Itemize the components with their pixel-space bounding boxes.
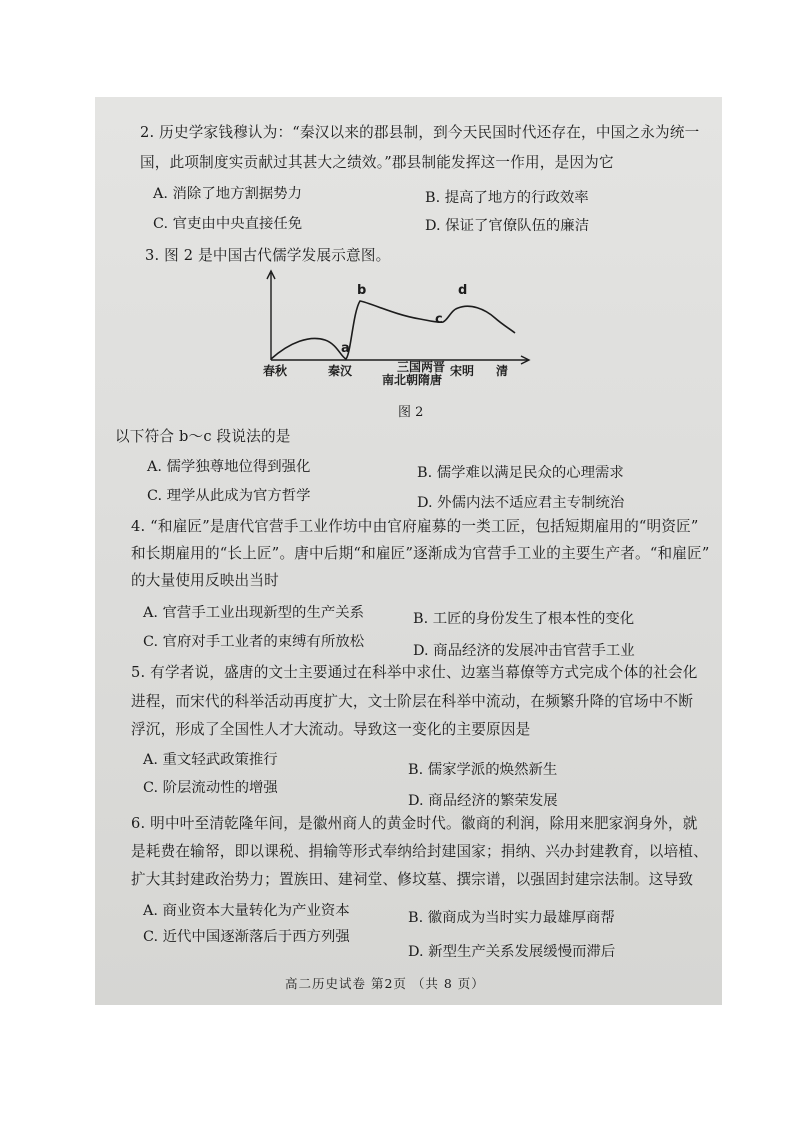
q5-line3: 浮沉，形成了全国性人才大流动。导致这一变化的主要原因是 [131, 721, 531, 738]
q3-option-d: D. 外儒内法不适应君主专制统治 [417, 495, 625, 511]
exam-page [95, 97, 722, 1005]
point-b: b [357, 283, 367, 298]
q2-option-b: B. 提高了地方的行政效率 [425, 190, 589, 206]
q3-stem: 3. 图 2 是中国古代儒学发展示意图。 [145, 247, 391, 264]
page-footer: 高二历史试卷 第2页 （共 8 页） [285, 976, 485, 991]
q4-line2: 和长期雇用的“长上匠”。唐中后期“和雇匠”逐渐成为官营手工业的主要生产者。“和雇匠” [131, 545, 710, 562]
x-label-chunqiu: 春秋 [263, 364, 288, 378]
q5-option-d: D. 商品经济的繁荣发展 [408, 793, 558, 809]
q3-option-b: B. 儒学难以满足民众的心理需求 [417, 465, 624, 481]
point-d: d [458, 283, 468, 298]
q6-option-a: A. 商业资本大量转化为产业资本 [143, 903, 350, 919]
q2-stem-line1: 2. 历史学家钱穆认为：“秦汉以来的郡县制，到今天民国时代还存在，中国之永为统一 [140, 124, 700, 141]
x-label-sanguo: 三国两晋 [397, 360, 446, 374]
q6-option-b: B. 徽商成为当时实力最雄厚商帮 [408, 910, 615, 926]
point-a: a [341, 341, 350, 356]
point-c: c [435, 312, 443, 327]
q2-option-a: A. 消除了地方割据势力 [153, 186, 303, 202]
q6-line3: 扩大其封建政治势力；置族田、建祠堂、修坟墓、撰宗谱，以强固封建宗法制。这导致 [131, 871, 694, 888]
confucianism-development-diagram [245, 267, 535, 387]
q6-option-c: C. 近代中国逐渐落后于西方列强 [143, 929, 350, 945]
development-curve [271, 301, 515, 359]
q3-option-a: A. 儒学独尊地位得到强化 [147, 459, 311, 475]
q5-option-b: B. 儒家学派的焕然新生 [408, 762, 558, 778]
q2-stem-line2: 国，此项制度实贡献过其甚大之绩效。”郡县制能发挥这一作用，是因为它 [140, 154, 614, 171]
q4-line3: 的大量使用反映出当时 [131, 572, 279, 589]
q2-option-c: C. 官吏由中央直接任免 [153, 216, 303, 232]
q4-option-b: B. 工匠的身份发生了根本性的变化 [413, 611, 635, 627]
q4-option-d: D. 商品经济的发展冲击官营手工业 [413, 643, 635, 659]
x-label-songming: 宋明 [450, 364, 475, 378]
q4-line1: 4. “和雇匠”是唐代官营手工业作坊中由官府雇募的一类工匠，包括短期雇用的“明资匠” [131, 518, 699, 535]
q4-option-a: A. 官营手工业出现新型的生产关系 [143, 605, 365, 621]
x-label-nanbeichao: 南北朝隋唐 [382, 373, 443, 387]
q6-line1: 6. 明中叶至清乾隆年间，是徽州商人的黄金时代。徽商的利润，除用来肥家润身外，就 [131, 815, 698, 832]
q6-line2: 是耗费在输帑，即以课税、捐输等形式奉纳给封建国家；捐纳、兴办封建教育，以培植、 [131, 843, 708, 860]
figure-caption: 图 2 [398, 405, 424, 420]
q2-option-d: D. 保证了官僚队伍的廉洁 [425, 218, 590, 234]
x-label-qinhan: 秦汉 [328, 364, 353, 378]
q3-option-c: C. 理学从此成为官方哲学 [147, 488, 311, 504]
x-label-qing: 清 [496, 364, 509, 378]
q4-option-c: C. 官府对手工业者的束缚有所放松 [143, 634, 365, 650]
q3-question: 以下符合 b～c 段说法的是 [115, 428, 291, 445]
q5-line1: 5. 有学者说，盛唐的文士主要通过在科举中求仕、边塞当幕僚等方式完成个体的社会化 [131, 664, 698, 681]
q5-option-a: A. 重文轻武政策推行 [143, 752, 278, 768]
q5-option-c: C. 阶层流动性的增强 [143, 780, 278, 796]
q6-option-d: D. 新型生产关系发展缓慢而滞后 [408, 944, 616, 960]
q5-line2: 进程，而宋代的科举活动再度扩大，文士阶层在科举中流动，在频繁升降的官场中不断 [131, 693, 694, 710]
